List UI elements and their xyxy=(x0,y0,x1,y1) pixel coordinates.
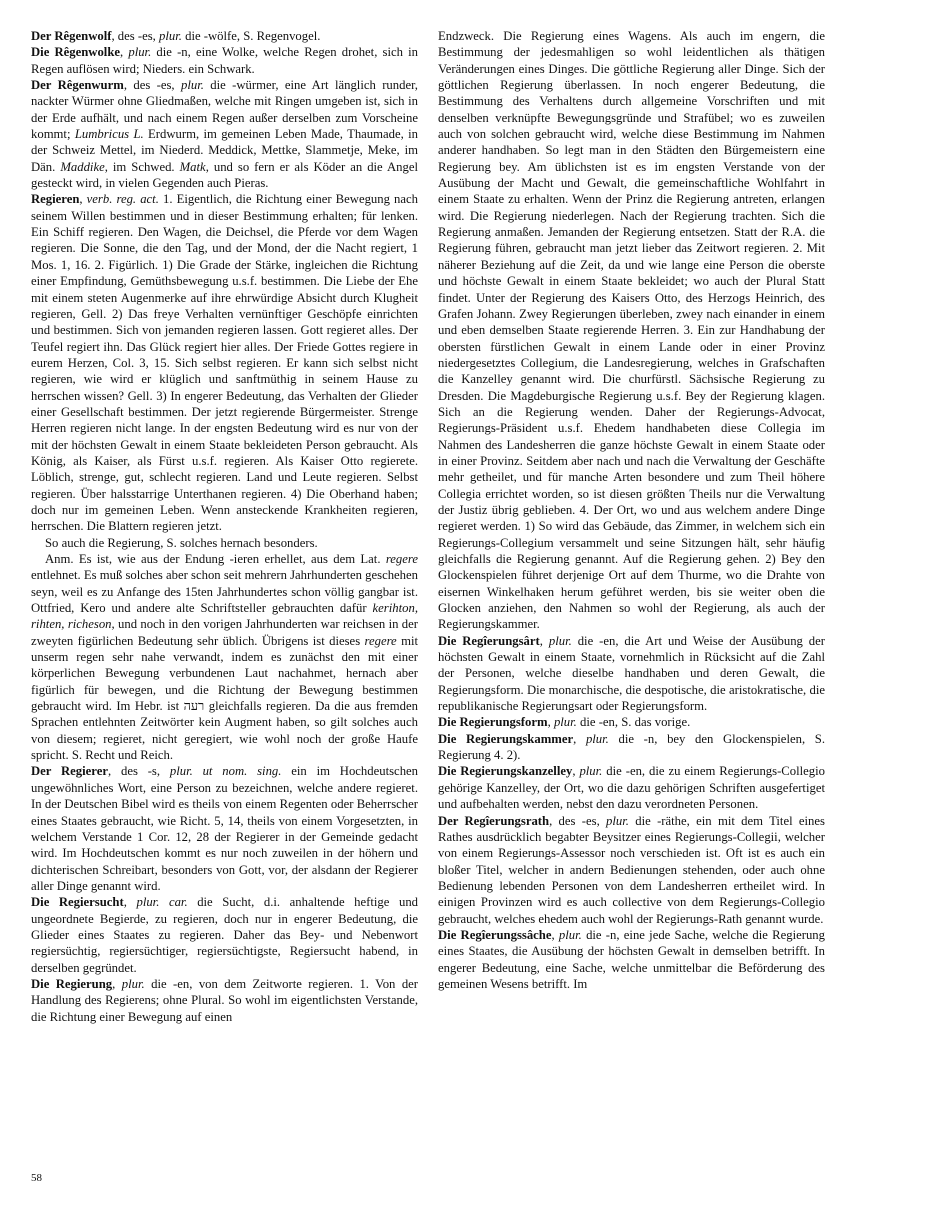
entry-regenwolke xyxy=(31,44,418,77)
italic-text: plur. car. xyxy=(136,895,188,910)
italic-text: plur. xyxy=(553,715,577,730)
entry-text: , xyxy=(572,764,580,779)
headword: Die Regierungskammer xyxy=(438,731,574,746)
entry-text: So auch die Regierung, S. solches hernach besonders. xyxy=(45,535,318,550)
left-column xyxy=(31,28,418,1025)
entry-regieren xyxy=(31,191,418,534)
headword: Die Regierungskanzelley xyxy=(438,764,573,779)
entry-text: die -en, die Art und Weise der Ausübung der höchsten Gewalt in einem Staate, vornehmlich in Rücksicht auf die Zahl der Personen, welche dieselbe handhaben und deren Gewalt, die Regierungsform. Die monarchische, die despotische, die aristokratische, die republikanische Regierungsart oder Regierungsform. xyxy=(438,633,825,714)
italic-text: plur. xyxy=(121,976,145,991)
entry-text: Anm. Es ist, wie aus der Endung -ieren erhellet, aus dem Lat. xyxy=(45,552,386,566)
italic-text: regere xyxy=(364,633,397,648)
entry-text: die -en, S. das vorige. xyxy=(576,715,691,730)
page-number: 58 xyxy=(31,1172,42,1184)
entry-regierung-continued xyxy=(438,28,825,633)
entry-text: die -räthe, ein mit dem Titel eines Rathes ausdrücklich begabter Beysitzer eines Regierungs-Collegii, welcher von einem Regierungs-Assessor noch verschieden ist. Oft ist es auch ein bloßer Titel, welcher in andern Bedienungen stehenden, oder auch ohne Bedienung lebenden Personen von dem Landesherren ertheilet wird. In einigen Provinzen wird es auch collective von dem Regierungs-Collegio gebraucht, welches ehedem auch wohl der Regierungs-Rath genannt wurde. xyxy=(438,813,825,926)
headword: Die Regîerungssâche xyxy=(438,927,552,942)
entry-regierungskammer xyxy=(438,731,825,764)
entry-text: die Sucht, d.i. anhaltende heftige und ungeordnete Begierde, zu regieren, doch nur in engerer Bedeutung, die Glieder eines Staates zu regieren. Daher das Bey- und Nebenwort regiersüchtig, regiersüchtiger, regiersüchtigste, Regiersucht habend, in derselben gegründet. xyxy=(31,895,419,975)
entry-text: , xyxy=(112,976,122,991)
entry-regierungssache xyxy=(438,927,825,992)
italic-text: plur. xyxy=(579,764,603,779)
entry-text: entlehnet. Es muß solches aber schon seit mehrern Jahrhunderten geschehen seyn, weil es zu Anfange des 15ten Jahrhundertes schon völlig gangbar ist. Ottfried, Kero und andere alte Schriftsteller gebrauchten dafür xyxy=(31,568,418,616)
italic-text: regere xyxy=(385,552,418,566)
entry-text: und noch in den vorigen Jahrhunderten war reichsen in der zweyten figürlichen Bedeutung sehr üblich. Übrigens ist dieses xyxy=(31,617,418,648)
entry-text: die -en, die zu einem Regierungs-Collegio gehörige Kanzelley, der Ort, wo die dazu gehörigen Schriften ausgefertiget und aufbehalten werden, nebst den dazu verordneten Personen. xyxy=(438,764,826,812)
entry-text: , xyxy=(573,731,586,746)
entry-text: , xyxy=(123,895,137,910)
italic-text: plur. xyxy=(548,633,572,648)
entry-text: , im Schwed. xyxy=(104,159,180,174)
italic-text: plur. ut nom. sing. xyxy=(169,764,282,779)
entry-text: , xyxy=(539,633,549,648)
headword: Die Rêgenwolke xyxy=(31,45,121,60)
italic-text: plur. xyxy=(585,731,609,746)
entry-text: die -en, von dem Zeitworte regieren. 1. Von der Handlung des Regierens; ohne Plural. So wohl im eigentlichsten Verstande, die Richtung einer Bewegung auf einen xyxy=(31,976,419,1024)
entry-text: 1. Eigentlich, die Richtung einer Bewegung nach seinem Willen bestimmen und in dieser Bestimmung erhalten; für lenken. Ein Schiff regieren. Den Wagen, die Deichsel, die Pferde vor dem Wagen regieren. Die Sonne, die den Tag, und der Mond, der die Nacht regiert, 1 Mos. 1, 16. 2. Figürlich. 1) Die Grade der Stärke, ingleichen die Richtung einer Empfindung, Gemüthsbewegung u.s.f. bestimmen. Die Liebe der Ehe mit einem steten Augenmerke auf ihre ehrwürdige Absicht durch Klugheit regieren, Gell. 2) Das freye Verhalten vernünftiger Geschöpfe einrichten und bestimmen. Sich von jemanden regieren lassen. Gott regieret alles. Der Teufel regiert ihn. Das Glück regiert hier alles. Der Friede Gottes regiere in eurem Herzen, Col. 3, 15. Sich selbst regieren. Er kann sich selbst nicht regieren, wie wird er klüglich und sanftmüthig in seinem Hause zu herrschen wissen? Gell. 3) In engerer Bedeutung, das Verhalten der Glieder einer Gesellschaft bestimmen. Der jetzt regierende Bürgermeister. Strenge Herren regieren nicht lange. In der engsten Bedeutung wird es nur von der mit der höchsten Gewalt in einem Staate bekleideten Person gebraucht. Als König, als Kaiser, als Fürst u.s.f. regieren. Als Kaiser Otto regierete. Löblich, strenge, gut, schlecht regieren. Land und Leute regieren. Selbst regieren. Über halsstarrige Unterthanen regieren. 4) Die Oberhand haben; doch nur im gemeinen Leben. Wenn ansteckende Krankheiten regieren, herrschen. Die Blattern regieren jetzt. xyxy=(31,192,418,534)
entry-text: ein im Hochdeutschen ungewöhnliches Wort, eine Person zu bezeichnen, welche andere regieret. In der Deutschen Bibel wird es theils von einem Regenten oder Beherrscher eines Staates gebraucht, wie Richt. 5, 14, theils von einem Vorgesetzten, in welchem Verstande 1 Cor. 12, 28 der Regierer in der Gemeinde gedacht wird. Im Hochdeutschen kommt es nur noch zuweilen in der höhern und dichterischen Schreibart, besonders von Gott, vor, der alsdann der Regierer aller Dinge genannt wird. xyxy=(31,764,419,893)
entry-text: , des -es, xyxy=(111,29,160,43)
right-column xyxy=(438,28,825,992)
italic-text: Lumbricus L. xyxy=(74,127,144,142)
headword: Die Regierungsform xyxy=(438,715,548,730)
italic-text: kerihton, rihten, richeson, xyxy=(31,601,418,632)
italic-text: Maddike xyxy=(60,159,105,174)
entry-regenwolf xyxy=(31,28,418,44)
entry-regiersucht xyxy=(31,894,418,976)
italic-text: verb. reg. act. xyxy=(86,192,159,207)
italic-text: plur. xyxy=(558,927,582,942)
entry-text: die -wölfe, S. Regenvogel. xyxy=(181,29,321,43)
entry-text: Endzweck. Die Regierung eines Wagens. Als auch im engern, die Bestimmung der jedesmahligen so wohl leidentlichen als thätigen Veränderungen eines Dinges. Die göttliche Regierung aller Dinge. Sich der göttlichen Regierung überlassen. In noch engerer Bedeutung, die Bestimmung des Verhaltens durch allgemeine Vorschriften und mit denselben verknüpfte Bewegungsgründe und Strafübel; wo es zuweilen auch von solchen gebraucht wird, welche diese Bestimmung im Nahmen anderer handhaben. So legt man in den Städten den Bürgemeistern eine Regierung bey. Am üblichsten ist es im engsten Verstande von der Ausübung der Macht und Gewalt, die gemeinschaftliche Wohlfahrt in einem Staate zu erhalten. Wenn der Prinz die Regierung antreten, erlangen wird. Die Regierung niederlegen. Nach der Regierung trachten. Sich die Regierung anmaßen. Jemanden der Regierung entsetzen. Statt der R.A. die Regierung führen, gebraucht man jetzt lieber das Zeitwort regieren. 2. Mit näherer Beziehung auf die Zeit, da und wie lange eine Person die oberste und höchste Gewalt in einem Staate bekleidet; wo auch der Plural Statt findet. Unter der Regierung des Kaisers Otto, des Herzogs Heinrich, des Grafen Johann. Zwey Regierungen überleben, zwey nach einander in einem und eben demselben Staate regierende Herren. 3. Ein zur Handhabung der obersten fürstlichen Gewalt in einem Lande oder in einer Provinz niedergesetztes Collegium, die Landesregierung, welches in Grafschaften die Kanzelley genannt wird. Die churfürstl. Sächsische Regierung zu Dresden. Die Magdeburgische Regierung u.s.f. Bey der Regierung klagen. Sich an die Regierung wenden. Daher der Regierungs-Advocat, Regierungs-Präsident u.s.f. Ehedem handhabeten diese Collegia im Nahmen des Landesherren die ganze höchste Gewalt in einem Staate oder in einer Provinz. Seitdem aber nach und nach die Verwaltung der Geschäfte mehr getheilet, und für manche Arten besondere und zum Theil höhere Collegia errichtet worden, so ist diesen größten Theils nur die Verwaltung der Justiz übrig geblieben. 4. Der Ort, wo und aus welchem andere Dinge regieret werden. 1) So wird das Gebäude, das Zimmer, in welchem sich ein Regierungs-Collegium versammelt und seine Sitzungen hält, sehr häufig gleichfalls die Regierung genannt. Auf die Regierung gehen. 2) Bey den Glockenspielen führet derjenige Ort auf dem Thurme, wo die Drahte von eisernen Winkelhaken herum geführet werden, bis sie weiter oben die Glocken anziehen, den Nahmen so wohl der Regierung, als auch der Regierungskammer. xyxy=(438,29,825,632)
entry-text: die -würmer, eine Art länglich runder, nackter Würmer ohne Gliedmaßen, welche mit Ringen umgeben ist, sich in der Erde aufhält, und nach einem Regen außer derselben zum Vorscheine kommt; xyxy=(31,78,418,142)
entry-text: , xyxy=(79,192,87,207)
italic-text: Matk xyxy=(179,159,206,174)
entry-regierung xyxy=(31,976,418,1025)
entry-text: , xyxy=(120,45,129,60)
headword: Die Regiersucht xyxy=(31,895,124,910)
headword: Der Regîerungsrath xyxy=(438,813,550,828)
entry-text: die -n, bey den Glockenspielen, S. Regierung 4. 2). xyxy=(438,731,825,763)
entry-text: , xyxy=(547,715,554,730)
entry-text: , und so fern er als Köder an die Angel gesteckt wird, in vielen Gegenden auch Pieras. xyxy=(31,159,418,191)
entry-regieren-note xyxy=(31,535,418,551)
entry-text: die -n, eine jede Sache, welche die Regierung eines Staates, die Ausübung der höchsten Gewalt in demselben betrifft. In engerer Bedeutung, eine Sache, welche unmittelbar die Beförderung des gemeinen Wesens betrifft. Im xyxy=(438,927,825,991)
entry-regenwurm xyxy=(31,77,418,191)
italic-text: plur. xyxy=(159,29,182,43)
italic-text: plur. xyxy=(128,45,152,60)
entry-text: , des -es, xyxy=(123,78,181,93)
headword: Die Regîerungsârt xyxy=(438,633,540,648)
italic-text: plur. xyxy=(180,78,204,93)
entry-text: , des -s, xyxy=(107,764,170,779)
italic-text: plur. xyxy=(606,813,629,828)
headword: Die Regierung xyxy=(31,976,113,991)
entry-regierungsrath xyxy=(438,813,825,927)
entry-regierungskanzelley xyxy=(438,763,825,812)
headword: Der Rêgenwolf xyxy=(31,29,112,43)
headword: Der Rêgenwurm xyxy=(31,78,124,93)
entry-text: Erdwurm, im gemeinen Leben Made, Thaumade, in der Schweiz Mettel, im Niederd. Meddick, Mettke, Slammetje, Meke, im Dän. xyxy=(31,127,418,174)
entry-text: , xyxy=(551,927,559,942)
entry-regieren-anmerkung xyxy=(31,551,418,763)
headword: Der Regierer xyxy=(31,764,108,779)
entry-text: die -n, eine Wolke, welche Regen drohet, sich in Regen auflösen wird; Nieders. ein Schwark. xyxy=(31,45,418,76)
headword: Regieren xyxy=(31,192,80,207)
entry-regierungsart xyxy=(438,633,825,715)
entry-regierer xyxy=(31,763,418,894)
entry-text: mit unserm regen sehr nahe verwandt, indem es zunächst den mit einer körperlichen Bewegung verbundenen Laut nachahmet, hernach aber figürlich für bewegen, und die Richtung der Bewegung bestimmen gebraucht wird. Im Hebr. ist רעה gleichfalls regieren. Da die aus fremden Sprachen entlehnten Zeitwörter kein Augment haben, so gilt solches auch von diesem; regieret, nicht geregiert, wie wohl noch der große Haufe spricht. S. Recht und Reich. xyxy=(31,633,418,763)
entry-regierungsform xyxy=(438,714,825,730)
entry-text: , des -es, xyxy=(549,813,607,828)
